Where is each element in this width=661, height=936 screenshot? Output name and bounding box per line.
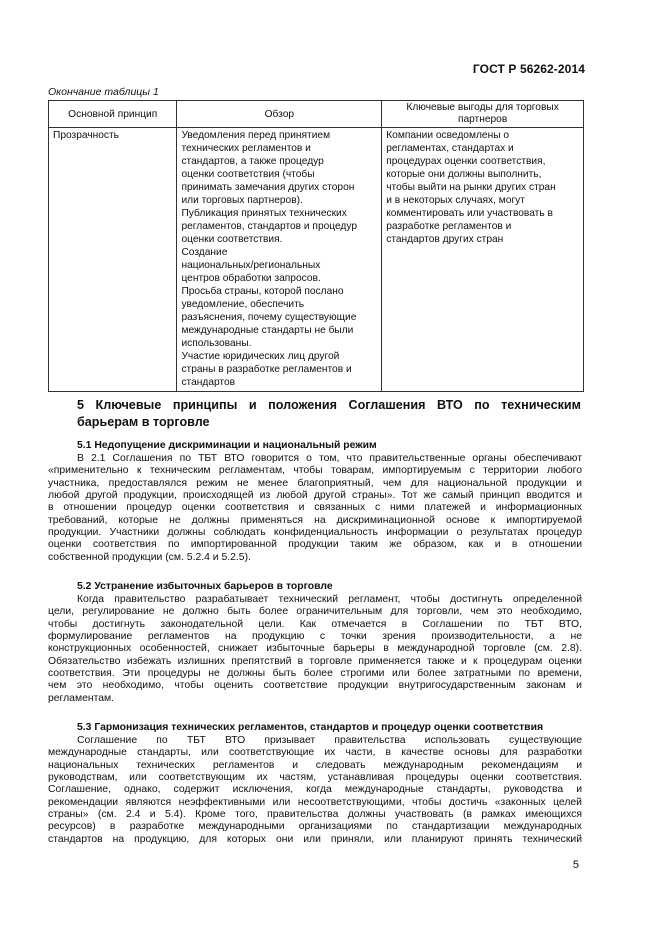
overview-line: международные стандарты не были xyxy=(181,325,354,336)
subsection-heading: 5.3 Гармонизация технических регламентов, стандартов и процедур оценки соответствия xyxy=(77,722,544,733)
benefit-lines xyxy=(386,129,579,246)
overview-line: Уведомления перед принятием xyxy=(181,130,331,141)
text-line: Соглашение, однако, содержит исключения, когда международные стандарты, руководства и xyxy=(48,784,582,796)
benefit-line: и в некоторых случаях, могут xyxy=(386,195,525,206)
text-line: «применительно к техническим регламентам, чтобы товарам, импортируемым с территории любого xyxy=(48,465,582,477)
overview-line: уведомление, обеспечить xyxy=(181,299,305,310)
overview-line: национальных/региональных xyxy=(181,260,321,271)
benefit-line: регламентах, стандартах и xyxy=(386,143,514,154)
overview-line: центров обработки запросов. xyxy=(181,273,321,284)
text-line: продукции. Участники должны соблюдать конфиденциальность информации о результатах процедур xyxy=(48,527,582,539)
paragraph-5-1 xyxy=(48,453,582,564)
benefit-line: которые они должны выполнить, xyxy=(386,169,542,180)
text-line: регламентам. xyxy=(48,692,115,704)
principles-table xyxy=(48,100,584,392)
column-header-benefits: Ключевые выгоды для торговых партнеров xyxy=(382,101,584,128)
text-line: международные стандарты, или соответствующие их части, в качестве основы для разработки xyxy=(48,747,582,759)
text-line: участника, предоставлялся режим не менее благоприятный, чем для национальной продукции и xyxy=(48,477,582,489)
text-line: требований, которые не должны применяться на дискриминационной основе к импортируемой xyxy=(48,514,582,526)
benefit-line: разработке регламентов и xyxy=(386,221,512,232)
section-title: 5 Ключевые принципы и положения Соглашения ВТО по техническим барьерам в торговле xyxy=(77,398,581,429)
benefit-line: Компании осведомлены о xyxy=(386,130,510,141)
overview-line: Просьба страны, которой послано xyxy=(181,286,344,297)
benefit-line: чтобы выйти на рынки других стран xyxy=(386,182,556,193)
benefit-line: процедурах оценки соответствия, xyxy=(386,156,546,167)
text-line: оценки соответствия по импортированной продукции таким же образом, как и в отношении xyxy=(48,539,582,551)
overview-line: или торговых партнеров). xyxy=(181,195,303,206)
table-header-row xyxy=(49,101,584,128)
paragraph-5-3 xyxy=(48,735,582,846)
benefit-line: стандартов других стран xyxy=(386,234,504,245)
overview-line: разъяснения, почему существующие xyxy=(181,312,357,323)
column-header-overview: Обзор xyxy=(177,101,382,128)
text-line: ресурсов) в разработке международными организациями по стандартизации международных xyxy=(48,821,582,833)
overview-line: Участие юридических лиц другой xyxy=(181,351,340,362)
text-line: в отношении процедур оценки соответствия и связанных с ними платежей и информационных xyxy=(48,502,582,514)
standard-code: ГОСТ Р 56262-2014 xyxy=(472,62,585,76)
text-line: чтобы достигнуть законодательной цели. Как отмечается в Соглашении по ТБТ ВТО, xyxy=(48,618,582,630)
overview-line: оценки соответствия (чтобы xyxy=(181,169,315,180)
paragraph-5-2 xyxy=(48,594,582,705)
text-line: рекомендации являются неэффективными или несоответствующими, чтобы достичь «законных целей xyxy=(48,796,582,808)
text-line: руководствам, или соответствующим их частям, устанавливая процедуры оценки соответствия. xyxy=(48,772,582,784)
overview-line: использованы. xyxy=(181,338,252,349)
overview-line: Создание xyxy=(181,247,228,258)
text-line: цели, регулирование не должно быть более ограничительным для торговли, чем это необходимо, xyxy=(48,606,582,618)
page-number: 5 xyxy=(572,859,579,871)
text-line: национальных технических регламентов и следовать международным рекомендациям и xyxy=(48,759,582,771)
text-line: формулирование регламентов на продукцию с точки зрения производительности, а не xyxy=(48,631,582,643)
text-line: конструкционных особенностей, снижает избыточные барьеры в международной торговле (см. 2.8). xyxy=(48,643,582,655)
overview-lines xyxy=(181,129,377,389)
text-line: Соглашение по ТБТ ВТО призывает правительства использовать существующие xyxy=(77,735,582,746)
text-line: страны» (см. 2.4 и 5.4). Кроме того, правительства должны участвовать (в рамках имеющихся xyxy=(48,809,582,821)
column-header-principle: Основной принцип xyxy=(49,101,177,128)
cell-benefits xyxy=(382,128,584,392)
overview-line: принимать замечания других сторон xyxy=(181,182,355,193)
text-line: соответствия. Эти процедуры не должны быть более строгими или более затратными по времени, xyxy=(48,668,582,680)
table-row xyxy=(49,128,584,392)
overview-line: регламентов, стандартов и процедур xyxy=(181,221,358,232)
subsection-heading: 5.2 Устранение избыточных барьеров в торговле xyxy=(77,581,333,592)
text-line: стандартов на продукцию, для которых они или приняли, или планируют принять технический xyxy=(48,833,582,845)
table-caption: Окончание таблицы 1 xyxy=(48,86,159,98)
text-line: Обязательство избежать излишних препятствий в торговле применяется также и к процедурам оценки xyxy=(48,655,582,667)
overview-line: технических регламентов и xyxy=(181,143,311,154)
text-line: собственной продукции (см. 5.2.4 и 5.2.5). xyxy=(48,551,251,563)
text-line: Когда правительство разрабатывает технический регламент, чтобы достигнуть определенной xyxy=(77,594,582,605)
benefit-line: комментировать или участвовать в xyxy=(386,208,553,219)
cell-overview xyxy=(177,128,382,392)
cell-principle: Прозрачность xyxy=(49,128,177,392)
text-line: чем это необходимо, чтобы оценить соответствие продукции внутригосударственным законам и xyxy=(48,680,582,692)
overview-line: оценки соответствия. xyxy=(181,234,283,245)
overview-line: страны в разработке регламентов и xyxy=(181,364,352,375)
overview-line: Публикация принятых технических xyxy=(181,208,347,219)
subsection-heading: 5.1 Недопущение дискриминации и национальный режим xyxy=(77,440,377,451)
text-line: В 2.1 Соглашения по ТБТ ВТО говорится о том, что правительственные органы обеспечивают xyxy=(77,453,582,464)
overview-line: стандартов, а также процедур xyxy=(181,156,324,167)
text-line: любой другой продукции, происходящей из любой другой страны». Тот же самый принцип вводится и xyxy=(48,490,582,502)
overview-line: стандартов xyxy=(181,377,236,388)
